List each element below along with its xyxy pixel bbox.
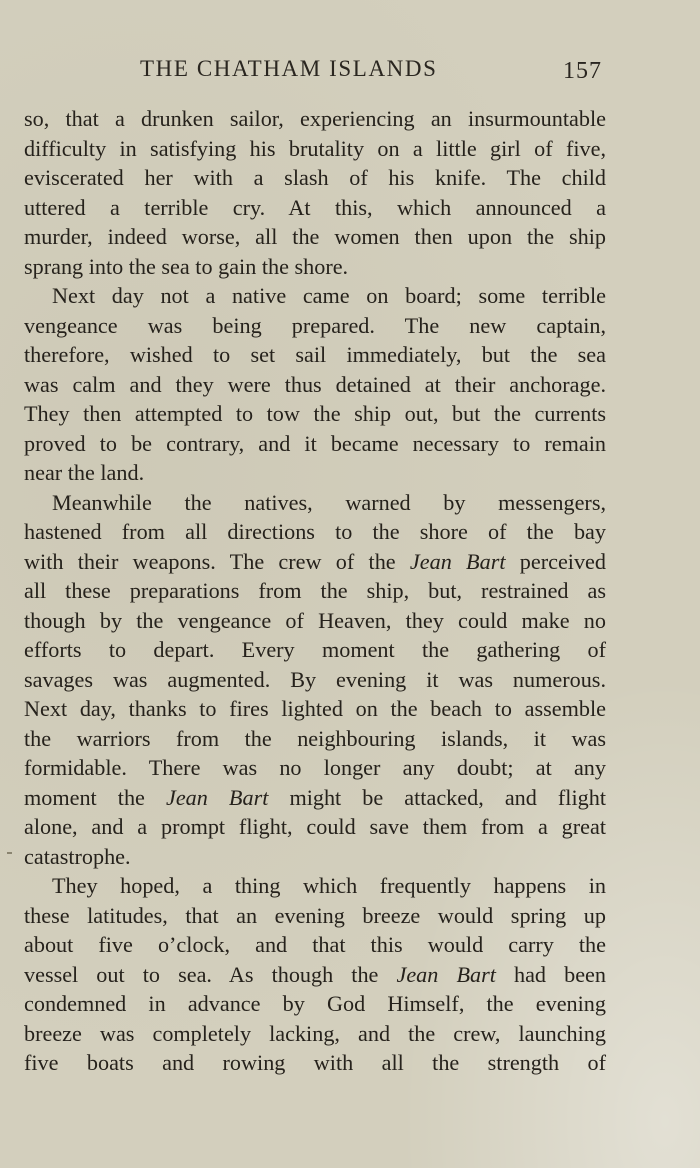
text-line: Next day not a native came on board; some terrible: [52, 283, 606, 308]
text-line: with their weapons. The crew of the Jean Bart perceived: [24, 548, 606, 574]
text-line: sprang into the sea to gain the shore.: [24, 253, 349, 279]
text-line: breeze was completely lacking, and the crew, launching: [24, 1020, 606, 1046]
text-line: vessel out to sea. As though the Jean Bart had been: [24, 961, 606, 987]
text-line: hastened from all directions to the shore of the bay: [24, 519, 606, 544]
margin-mark: [7, 852, 12, 854]
text-line: eviscerated her with a slash of his knife. The child: [24, 165, 606, 190]
text-line: They hoped, a thing which frequently happens in: [52, 873, 606, 898]
text-line: near the land.: [24, 460, 145, 485]
page-number: 157: [563, 58, 602, 84]
text-line: was calm and they were thus detained at their anchorage.: [24, 371, 606, 397]
text-line: five boats and rowing with all the strength of: [24, 1050, 606, 1075]
text-line: formidable. There was no longer any doubt; at any: [24, 755, 606, 780]
text-line: moment the Jean Bart might be attacked, and flight: [24, 784, 606, 810]
running-title: THE CHATHAM ISLANDS: [140, 56, 438, 81]
text-line: murder, indeed worse, all the women then upon the ship: [24, 224, 606, 249]
running-head: [0, 56, 700, 90]
ship-name: Jean Bart: [409, 548, 506, 574]
text-line: though by the vengeance of Heaven, they could make no: [24, 607, 606, 633]
text-line: about five o’clock, and that this would carry the: [24, 932, 606, 957]
text-line: uttered a terrible cry. At this, which announced a: [24, 194, 606, 220]
text-line: the warriors from the neighbouring islands, it was: [24, 725, 606, 751]
ship-name: Jean Bart: [396, 961, 496, 987]
ship-name: Jean Bart: [165, 784, 269, 810]
text-line: all these preparations from the ship, but, restrained as: [24, 578, 606, 603]
text-line: so, that a drunken sailor, experiencing an insurmountable: [24, 106, 606, 131]
text-line: They then attempted to tow the ship out, but the currents: [24, 401, 606, 426]
text-line: vengeance was being prepared. The new captain,: [24, 312, 606, 338]
text-line: savages was augmented. By evening it was numerous.: [24, 666, 606, 692]
text-line: therefore, wished to set sail immediately, but the sea: [24, 342, 606, 367]
text-line: Meanwhile the natives, warned by messengers,: [52, 489, 606, 515]
text-line: difficulty in satisfying his brutality on a little girl of five,: [24, 135, 606, 161]
text-line: proved to be contrary, and it became necessary to remain: [24, 430, 606, 456]
text-line: catastrophe.: [24, 843, 131, 869]
text-line: these latitudes, that an evening breeze would spring up: [24, 902, 606, 928]
text-line: alone, and a prompt flight, could save them from a great: [24, 814, 606, 839]
text-line: condemned in advance by God Himself, the evening: [24, 991, 606, 1016]
text-line: efforts to depart. Every moment the gathering of: [24, 637, 606, 662]
text-line: Next day, thanks to fires lighted on the beach to assemble: [24, 696, 606, 721]
body-text: [24, 104, 606, 1078]
